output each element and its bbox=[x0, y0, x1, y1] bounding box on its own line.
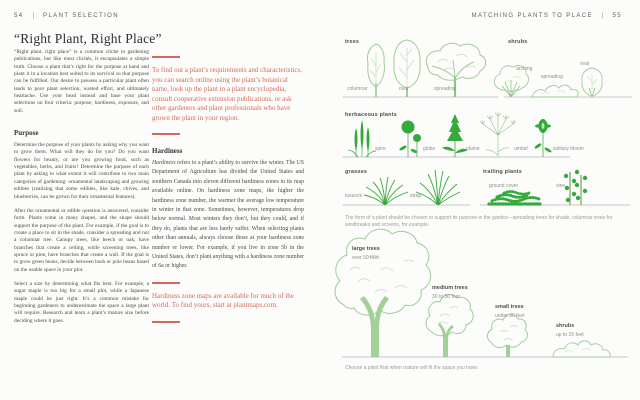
purpose-paragraph-3: Select a size by determining what fits best. For example, a sugar maple is too big for a small plot, while a Japanese maple could be just right. It’s a common mistake for beginning gardeners to underestimate the space a large plant will require. Research and learn a plant’s mature size before deciding where it goes. bbox=[14, 280, 149, 324]
herbaceous-group-label: herbaceous plants bbox=[345, 112, 397, 118]
spreading-tree-form-label: spreading bbox=[434, 86, 456, 92]
globe-plant-icon bbox=[399, 121, 421, 158]
callout-rule bbox=[152, 133, 180, 135]
plume-plant-icon bbox=[442, 114, 468, 157]
hardiness-body: refers to a plant’s ability to survive the winter. The US Department of Agriculture has divided the United States and southern Canada into eleven different hardiness zones in its map available online. On hardiness zone maps, the higher the hardiness zone number, the warmer the average low temperature in winter in that zone. Sometimes, however, temperatures drop below normal. Most winters they don’t, but they could, and if they do, plants that are less hardy suffer. When selecting plants other than annuals, always choose those at your hardiness zone number or lower. For example, if you live in zone 5b in the United States, don’t plant anything with a hardiness zone number of 6a or higher. bbox=[152, 160, 304, 270]
spreading-shrub-icon bbox=[532, 85, 578, 97]
callout-tip-2: Hardiness zone maps are available for much of the world. To find yours, start at plantmaps.com. bbox=[152, 291, 294, 310]
small-trees-range: under 30 feet bbox=[495, 313, 525, 319]
medium-tree-icon bbox=[426, 295, 473, 357]
purpose-paragraph-2: After the ornamental or edible question is answered, consider form. Plants come in many shapes, and the shape should support the purpose of the plant. For example, if the goal is to create a place to sit in the shade, consider a spreading and not a columnar tree. Canopy trees, like beech or oak, have branches that create a ceiling, while screening trees, like spruce or pine, have branches that create a wall. If the goal is to grow green beans, decide between bush or pole beans based on the usable space in your plot. bbox=[14, 207, 149, 273]
strap-form-label: strap bbox=[410, 193, 422, 199]
callout-rule bbox=[152, 321, 180, 323]
purpose-heading: Purpose bbox=[14, 129, 39, 138]
left-page-header bbox=[14, 13, 119, 19]
ground-cover-icon bbox=[489, 192, 542, 205]
chapter-title: “Right Plant, Right Place” bbox=[14, 31, 162, 46]
columnar-tree-icon bbox=[367, 44, 384, 97]
oval-shrub-form-label: oval bbox=[580, 61, 590, 67]
large-trees-range: over 50 feet bbox=[352, 255, 379, 261]
shrubs-size-label: shrubs bbox=[556, 323, 575, 329]
medium-trees-range: 30 to 50 feet bbox=[432, 294, 460, 300]
right-section-title: MATCHING PLANTS TO PLACE bbox=[471, 13, 593, 19]
small-tree-icon bbox=[488, 315, 528, 357]
solitary-bloom-icon bbox=[534, 118, 552, 157]
main-text-column bbox=[14, 49, 149, 332]
spire-plant-icon bbox=[348, 120, 376, 157]
vine-icon bbox=[564, 170, 587, 205]
middle-text-column bbox=[152, 56, 304, 323]
spreading-shrub-form-label: spreading bbox=[541, 74, 563, 80]
left-section-title: PLANT SELECTION bbox=[43, 13, 119, 19]
strap-grass-icon bbox=[416, 170, 460, 205]
vine-form-label: vine bbox=[556, 183, 566, 189]
trees-group-label: trees bbox=[345, 39, 360, 45]
arching-form-label: arching bbox=[516, 66, 533, 72]
header-separator: | bbox=[601, 13, 604, 19]
grasses-group-label: grasses bbox=[345, 169, 368, 175]
small-trees-label: small trees bbox=[495, 304, 524, 310]
solitary-bloom-form-label: solitary bloom bbox=[553, 146, 584, 152]
columnar-form-label: columnar bbox=[347, 86, 368, 92]
header-separator: | bbox=[32, 13, 35, 19]
large-trees-label: large trees bbox=[352, 246, 380, 252]
tussock-grass-icon bbox=[364, 177, 408, 205]
spire-form-label: spire bbox=[375, 146, 386, 152]
oval-shrub-icon bbox=[582, 68, 602, 97]
callout-tip-1: To find out a plant’s requirements and characteristics, you can search online using the plant’s botanical name, look up the plant in a plant encyclopedia, consult cooperative extension publications, or ask other gardeners and plant professionals who have grown the plant in your region. bbox=[152, 66, 302, 122]
umbel-form-label: umbel bbox=[514, 146, 528, 152]
ground-cover-form-label: ground cover bbox=[489, 183, 519, 189]
hardiness-heading: Hardiness bbox=[152, 147, 183, 155]
left-page-number: 54 bbox=[14, 13, 24, 19]
form-caption: The form of a plant should be chosen to support its purpose in the garden—spreading trees for shade, columnar trees for windbreaks and screens, for example. bbox=[345, 215, 613, 228]
trailing-group-label: trailing plants bbox=[483, 169, 523, 175]
large-tree-icon bbox=[335, 229, 431, 357]
globe-form-label: globe bbox=[423, 146, 436, 152]
purpose-paragraph-1: Determine the purpose of your plants by asking why you want to grow them. What will they do for you? Do you want flowers for beauty, or are you growing food, such as vegetables, herbs, and fruits? Determine the purpose of each plant by asking to what extent it will contribute to two main categories of gardening: ornamental landscaping and growing edibles (realizing that some edibles, like kale, chives, and blueberries, can be grown for their ornamental features). bbox=[14, 142, 149, 200]
shrubs-size-range: up to 15 feet bbox=[556, 332, 584, 338]
medium-trees-label: medium trees bbox=[432, 285, 468, 291]
oval-tree-form-label: oval bbox=[399, 86, 409, 92]
plume-form-label: plume bbox=[466, 146, 480, 152]
size-caption: Choose a plant that when mature will fit the space you have. bbox=[345, 365, 479, 371]
hardiness-paragraph bbox=[152, 159, 304, 272]
hardiness-term: Hardiness bbox=[152, 160, 176, 166]
callout-rule bbox=[152, 282, 180, 284]
callout-rule bbox=[152, 56, 180, 58]
tussock-form-label: tussock bbox=[345, 193, 362, 199]
plant-form-illustrations bbox=[320, 0, 640, 400]
umbel-plant-icon bbox=[480, 112, 516, 157]
intro-paragraph: “Right plant, right place” is a common cliché in gardening publications, but like most clichés, it encapsulates a simple truth. Choose a plant that’s right for the purpose at hand and plant it in a location best suited to its survival so that purpose can be fulfilled. Our desire to possess a particular plant often leads to poor plant selection, wasted effort, and ultimately heartache. Use your head instead and base your plant selections on four criteria: purpose, hardiness, exposure, and soil. bbox=[14, 49, 149, 114]
shrubs-group-label: shrubs bbox=[508, 39, 528, 45]
shrub-size-icon bbox=[553, 341, 610, 357]
right-page-number: 55 bbox=[612, 13, 622, 19]
